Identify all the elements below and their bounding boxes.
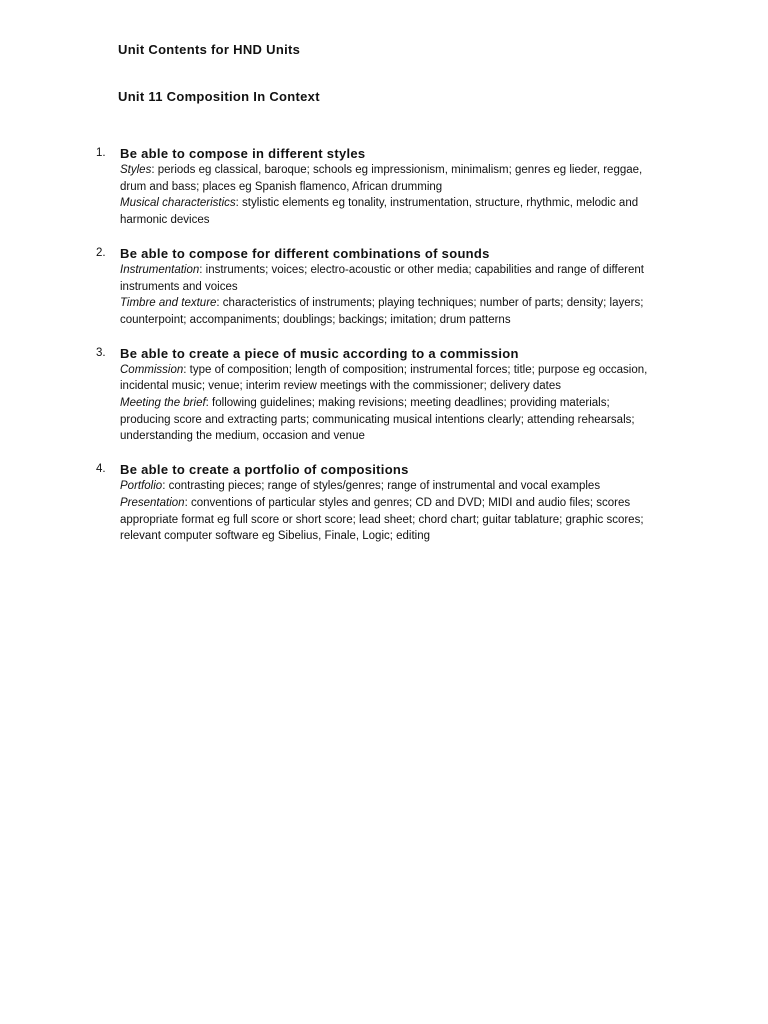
outcome-number: 4. [96,463,106,476]
content-term: Commission [120,363,184,376]
content-term: Musical characteristics [120,197,236,210]
outcome-heading: Be able to create a portfolio of compositions [120,462,409,478]
content-term: Styles [120,164,152,176]
content-paragraph [120,495,656,545]
learning-outcomes-list [96,145,656,561]
outcome-number: 2. [96,246,106,259]
content-text: : characteristics of instruments; playing techniques; number of parts; density; layers; counterpoint; accompaniments; doublings; backings; imitation; drum patterns [120,297,644,326]
content-term: Meeting the brief [120,397,206,410]
content-paragraph [120,195,656,228]
content-text: : periods eg classical, baroque; schools eg impressionism, minimalism; genres eg lieder, reggae, drum and bass; places eg Spanish flamenco, African drumming [120,164,643,193]
outcome-heading: Be able to compose for different combinations of sounds [120,245,490,261]
content-text: : contrasting pieces; range of styles/genres; range of instrumental and vocal examples [162,480,601,493]
outcome-number: 1. [96,147,106,159]
content-text: : type of composition; length of composition; instrumental forces; title; purpose eg occasion, incidental music; venue; interim review meetings with the commissioner; delivery dates [120,363,648,393]
content-term: Timbre and texture [120,297,217,310]
unit-title: Unit 11 Composition In Context [118,89,320,104]
content-text: : instruments; voices; electro-acoustic or other media; capabilities and range of different instruments and voices [120,263,644,293]
content-text: : following guidelines; making revisions; meeting deadlines; providing materials; producing score and extracting parts; communicating musical intentions clearly; attending rehearsals; understanding the medium, occasion and venue [120,397,635,443]
content-paragraph [120,478,656,495]
document-title: Unit Contents for HND Units [118,42,301,57]
learning-outcome-1 [96,145,656,229]
content-paragraph [120,295,656,328]
outcome-heading: Be able to compose in different styles [120,146,366,161]
content-term: Instrumentation [120,263,200,276]
outcome-heading: Be able to create a piece of music according to a commission [120,345,519,361]
content-term: Presentation [120,496,185,509]
content-text: : stylistic elements eg tonality, instrumentation, structure, rhythmic, melodic and harmonic devices [120,197,639,227]
learning-outcome-3 [96,345,656,446]
content-paragraph [120,162,656,195]
content-text: : conventions of particular styles and genres; CD and DVD; MIDI and audio files; scores appropriate format eg full score or short score; lead sheet; chord chart; guitar tablature; graphic scores; relevant computer software eg Sibelius, Finale, Logic; editing [120,496,644,543]
content-term: Portfolio [120,480,163,493]
content-paragraph [120,262,656,295]
content-paragraph [120,362,656,395]
outcome-number: 3. [96,346,106,359]
learning-outcome-4 [96,461,656,545]
learning-outcome-2 [96,245,656,329]
content-paragraph [120,395,656,445]
